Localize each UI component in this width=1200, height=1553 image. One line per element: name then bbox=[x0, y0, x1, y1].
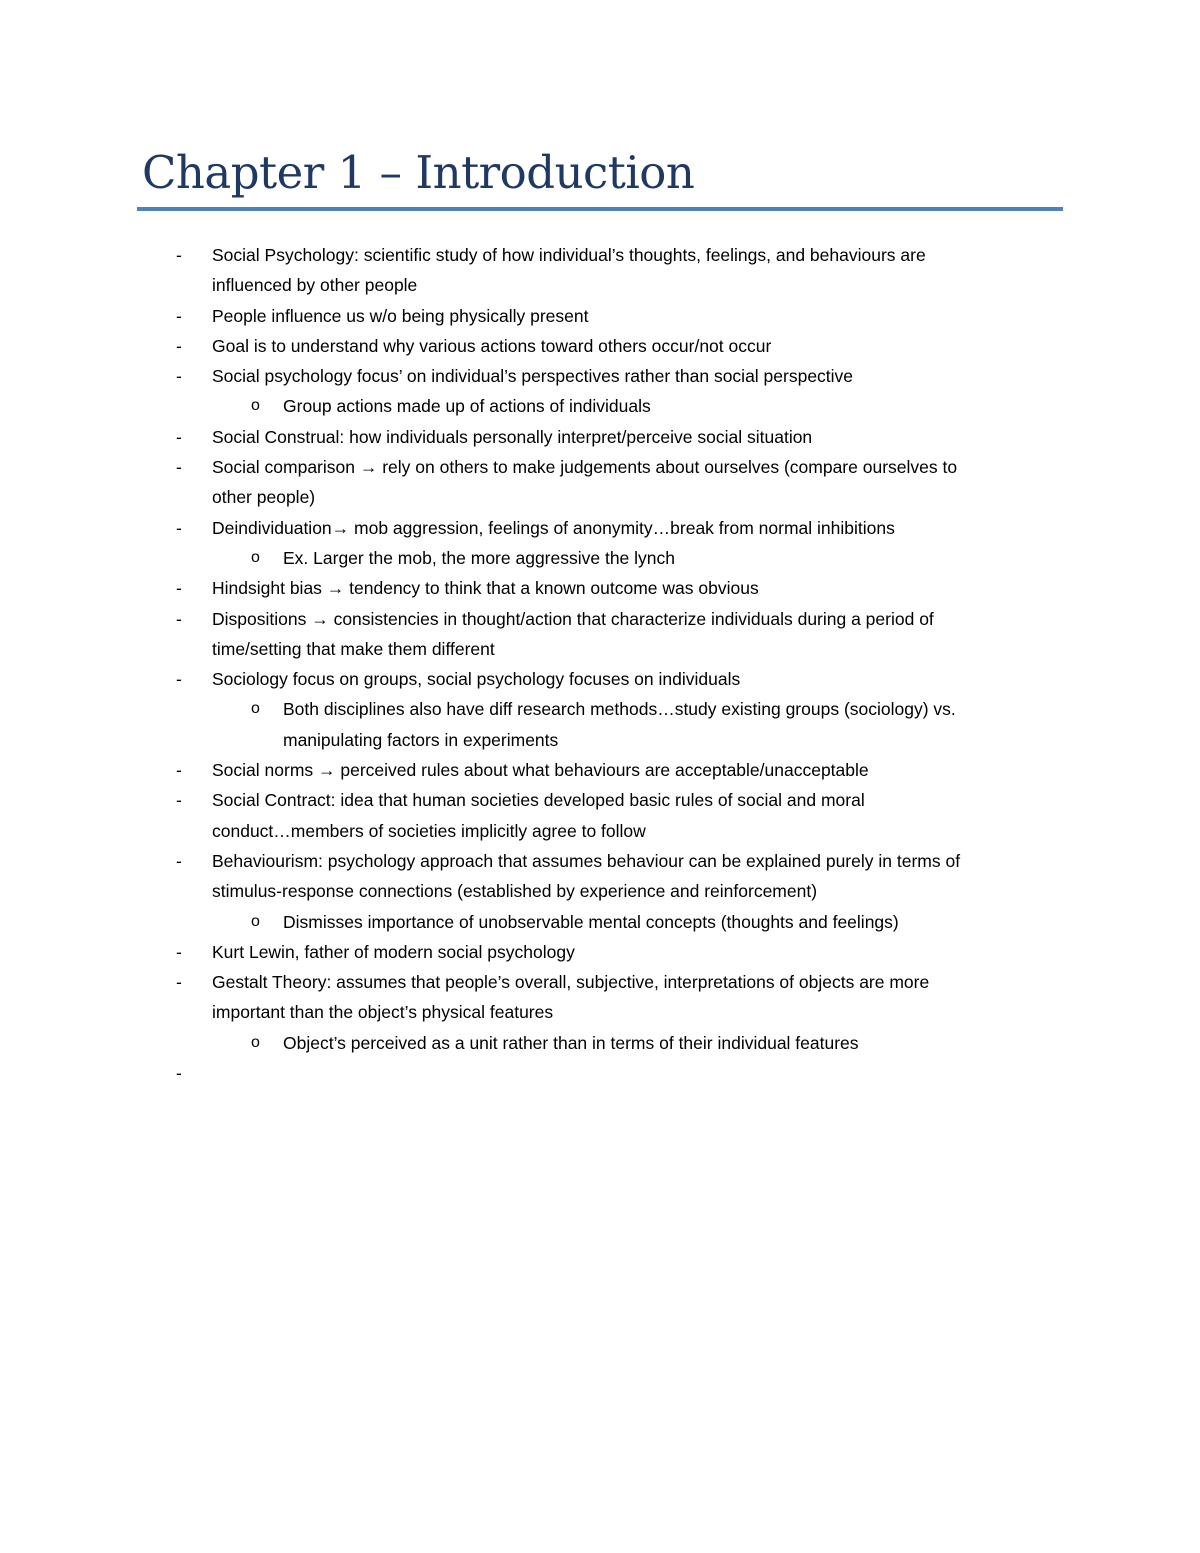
bullet-text: Hindsight bias → tendency to think that a known outcome was obvious bbox=[212, 578, 759, 599]
bullet-text: People influence us w/o being physically present bbox=[212, 305, 589, 326]
dash-bullet-marker: - bbox=[176, 790, 182, 811]
bullet-line bbox=[0, 755, 1200, 785]
bullet-line bbox=[0, 664, 1200, 694]
bullet-text: manipulating factors in experiments bbox=[283, 729, 559, 750]
bullet-line bbox=[0, 513, 1200, 543]
sub-bullet-line bbox=[0, 725, 1200, 755]
bullet-line bbox=[0, 604, 1200, 634]
bullet-text: Ex. Larger the mob, the more aggressive the lynch bbox=[283, 547, 676, 568]
bullet-line bbox=[0, 452, 1200, 482]
bullet-text: Dismisses importance of unobservable mental concepts (thoughts and feelings) bbox=[283, 911, 899, 932]
dash-bullet-marker: - bbox=[176, 972, 182, 993]
circle-bullet-marker: o bbox=[251, 397, 260, 415]
sub-bullet-line bbox=[0, 1028, 1200, 1058]
bullet-line bbox=[0, 634, 1200, 664]
bullet-line bbox=[0, 1058, 1200, 1088]
bullet-line bbox=[0, 573, 1200, 603]
dash-bullet-marker: - bbox=[176, 305, 182, 326]
bullet-text: Social Construal: how individuals personally interpret/perceive social situation bbox=[212, 426, 813, 447]
bullet-text: Both disciplines also have diff research methods…study existing groups (sociology) vs. bbox=[283, 699, 956, 720]
sub-bullet-line bbox=[0, 391, 1200, 421]
chapter-title: Chapter 1 – Introduction bbox=[142, 146, 695, 199]
dash-bullet-marker: - bbox=[176, 941, 182, 962]
title-underline bbox=[137, 207, 1063, 211]
bullet-text: time/setting that make them different bbox=[212, 638, 495, 659]
sub-bullet-line bbox=[0, 694, 1200, 724]
bullet-line bbox=[0, 846, 1200, 876]
bullet-text: Group actions made up of actions of individuals bbox=[283, 396, 651, 417]
bullet-text: stimulus-response connections (established by experience and reinforcement) bbox=[212, 881, 818, 902]
bullet-text: Social comparison → rely on others to make judgements about ourselves (compare ourselves to bbox=[212, 457, 958, 478]
dash-bullet-marker: - bbox=[176, 669, 182, 690]
circle-bullet-marker: o bbox=[251, 548, 260, 566]
dash-bullet-marker: - bbox=[176, 850, 182, 871]
bullet-text: Social norms → perceived rules about what behaviours are acceptable/unacceptable bbox=[212, 760, 869, 781]
dash-bullet-marker: - bbox=[176, 366, 182, 387]
dash-bullet-marker: - bbox=[176, 245, 182, 265]
bullet-text: Dispositions → consistencies in thought/action that characterize individuals during a period of bbox=[212, 608, 934, 629]
bullet-line bbox=[0, 816, 1200, 846]
circle-bullet-marker: o bbox=[251, 912, 260, 930]
notes-list bbox=[0, 240, 1200, 1088]
bullet-text: Kurt Lewin, father of modern social psychology bbox=[212, 941, 575, 962]
dash-bullet-marker: - bbox=[176, 426, 182, 447]
dash-bullet-marker: - bbox=[176, 457, 182, 478]
bullet-text: Social Psychology: scientific study of how individual’s thoughts, feelings, and behaviours are bbox=[212, 245, 926, 265]
sub-bullet-line bbox=[0, 907, 1200, 937]
bullet-line bbox=[0, 482, 1200, 512]
bullet-line bbox=[0, 876, 1200, 906]
bullet-text: Gestalt Theory: assumes that people’s overall, subjective, interpretations of objects are more bbox=[212, 972, 930, 993]
sub-bullet-line bbox=[0, 543, 1200, 573]
bullet-line bbox=[0, 361, 1200, 391]
bullet-text: Sociology focus on groups, social psychology focuses on individuals bbox=[212, 669, 741, 690]
dash-bullet-marker: - bbox=[176, 517, 182, 538]
bullet-line bbox=[0, 331, 1200, 361]
bullet-line bbox=[0, 270, 1200, 300]
dash-bullet-marker: - bbox=[176, 335, 182, 356]
bullet-text: important than the object’s physical features bbox=[212, 1002, 554, 1023]
bullet-text: Goal is to understand why various actions toward others occur/not occur bbox=[212, 335, 772, 356]
bullet-line bbox=[0, 301, 1200, 331]
bullet-line bbox=[0, 997, 1200, 1027]
dash-bullet-marker: - bbox=[176, 608, 182, 629]
circle-bullet-marker: o bbox=[251, 1033, 260, 1051]
bullet-line bbox=[0, 240, 1200, 270]
bullet-line bbox=[0, 937, 1200, 967]
bullet-text: Behaviourism: psychology approach that assumes behaviour can be explained purely in terms of bbox=[212, 850, 961, 871]
bullet-text: Social Contract: idea that human societies developed basic rules of social and moral bbox=[212, 790, 865, 811]
circle-bullet-marker: o bbox=[251, 700, 260, 718]
dash-bullet-marker: - bbox=[176, 578, 182, 599]
bullet-line bbox=[0, 785, 1200, 815]
bullet-text: conduct…members of societies implicitly agree to follow bbox=[212, 820, 646, 841]
dash-bullet-marker: - bbox=[176, 1063, 182, 1084]
dash-bullet-marker: - bbox=[176, 760, 182, 781]
bullet-text: other people) bbox=[212, 487, 316, 508]
bullet-text: Deindividuation→ mob aggression, feelings of anonymity…break from normal inhibitions bbox=[212, 517, 895, 538]
bullet-line bbox=[0, 422, 1200, 452]
bullet-text: influenced by other people bbox=[212, 275, 418, 296]
bullet-text: Object’s perceived as a unit rather than in terms of their individual features bbox=[283, 1032, 859, 1053]
bullet-text: Social psychology focus’ on individual’s perspectives rather than social perspective bbox=[212, 366, 854, 387]
bullet-line bbox=[0, 967, 1200, 997]
